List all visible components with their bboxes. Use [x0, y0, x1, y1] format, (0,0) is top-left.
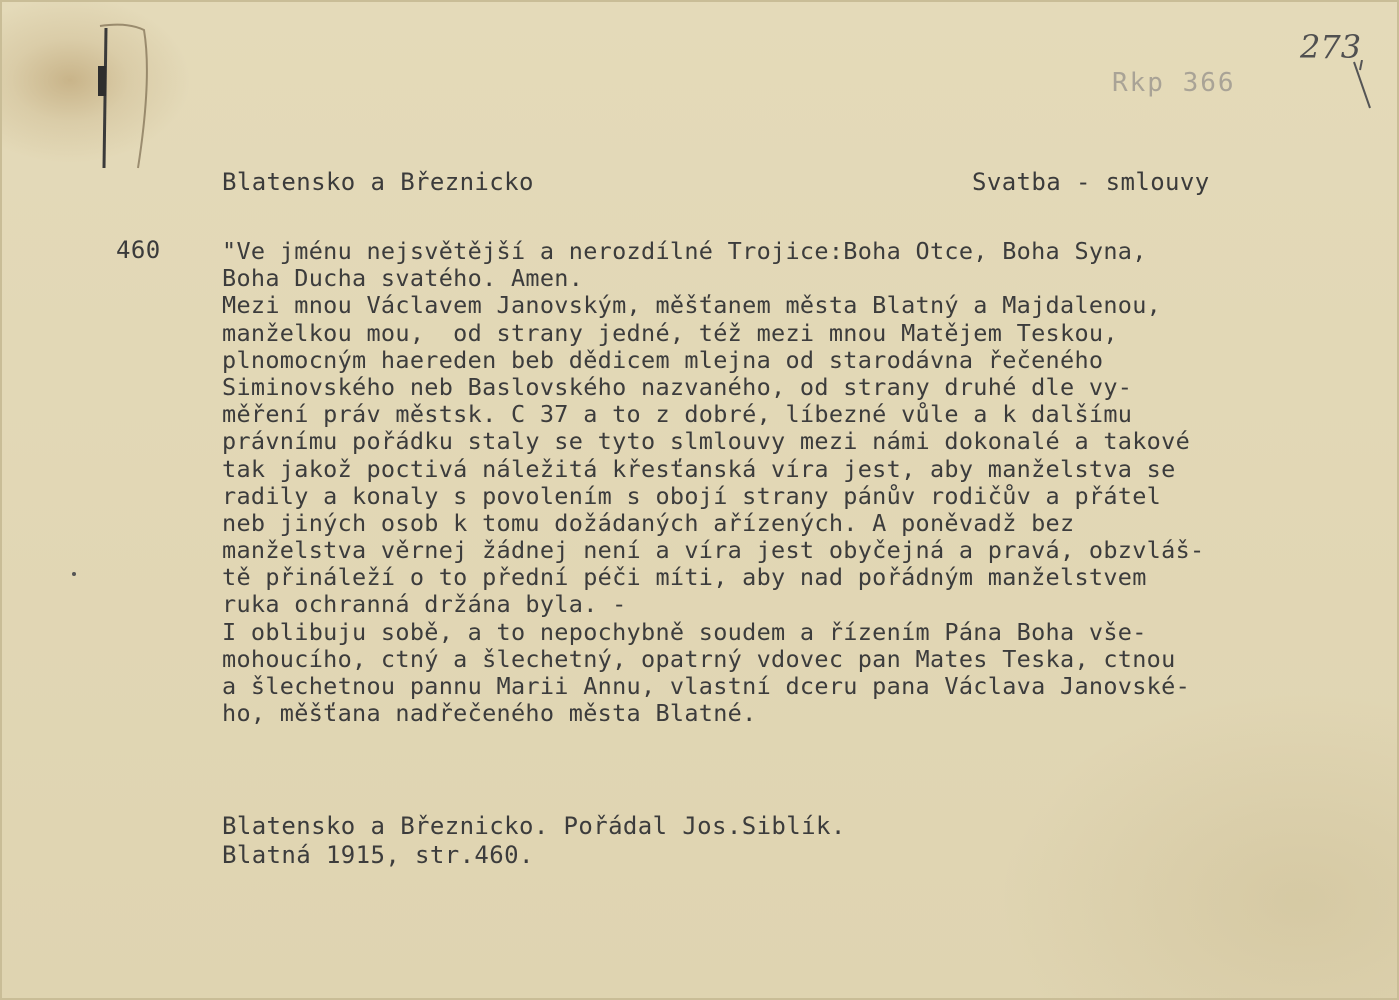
text-line: plnomocným haereden beb dědicem mlejna od starodávna řečeného — [222, 345, 1104, 374]
handwritten-tick-icon — [1352, 60, 1372, 110]
text-line: měření práv městsk. C 37 a to z dobré, líbezné vůle a k dalšímu — [222, 400, 1133, 429]
text-line: Boha Ducha svatého. Amen. — [222, 264, 584, 293]
text-line: právnímu pořádku staly se tyto slmlouvy mezi námi dokonalé a takové — [222, 427, 1191, 456]
text-line: tě přináleží o to přední péči míti, aby nad pořádným manželstvem — [222, 563, 1147, 592]
topic-heading: Svatba - smlouvy — [972, 168, 1210, 196]
entry-number: 460 — [116, 236, 161, 264]
text-line: manželstva věrnej žádnej není a víra jest obyčejná a pravá, obzvláš- — [222, 536, 1205, 565]
text-line: Siminovského neb Baslovského nazvaného, od strany druhé dle vy- — [222, 372, 1133, 401]
text-line: Mezi mnou Václavem Janovským, měšťanem města Blatný a Majdalenou, — [222, 291, 1162, 320]
text-line: radily a konaly s povolením s obojí strany pánův rodičův a přátel — [222, 481, 1162, 510]
text-line: neb jiných osob k tomu dožádaných ařízených. A poněvadž bez — [222, 508, 1075, 537]
text-line: ruka ochranná držána byla. - — [222, 590, 627, 619]
page-number: 273 — [1300, 28, 1362, 66]
transcription-text — [222, 238, 1372, 727]
text-line: ho, měšťana nadřečeného města Blatné. — [222, 699, 757, 728]
archive-code: Rkp 366 — [1112, 68, 1236, 98]
text-line: mohoucího, ctný a šlechetný, opatrný vdovec pan Mates Teska, ctnou — [222, 644, 1176, 673]
region-heading: Blatensko a Březnicko — [222, 168, 534, 196]
source-line: Blatensko a Březnicko. Pořádal Jos.Siblík. — [222, 812, 846, 840]
text-line: tak jakož poctivá náležitá křesťanská víra jest, aby manželstva se — [222, 454, 1176, 483]
source-line: Blatná 1915, str.460. — [222, 841, 534, 869]
pin-hole-mark-icon — [88, 18, 158, 178]
text-line: a šlechetnou pannu Marii Annu, vlastní dceru pana Václava Janovské- — [222, 672, 1191, 700]
text-line: manželkou mou, od strany jedné, též mezi mnou Matějem Teskou, — [222, 318, 1118, 347]
ink-dot — [72, 572, 76, 576]
text-line: "Ve jménu nejsvětější a nerozdílné Trojice:Boha Otce, Boha Syna, — [222, 237, 1147, 265]
text-line: I oblibuju sobě, a to nepochybně soudem a řízením Pána Boha vše- — [222, 617, 1147, 646]
source-citation — [222, 812, 846, 870]
